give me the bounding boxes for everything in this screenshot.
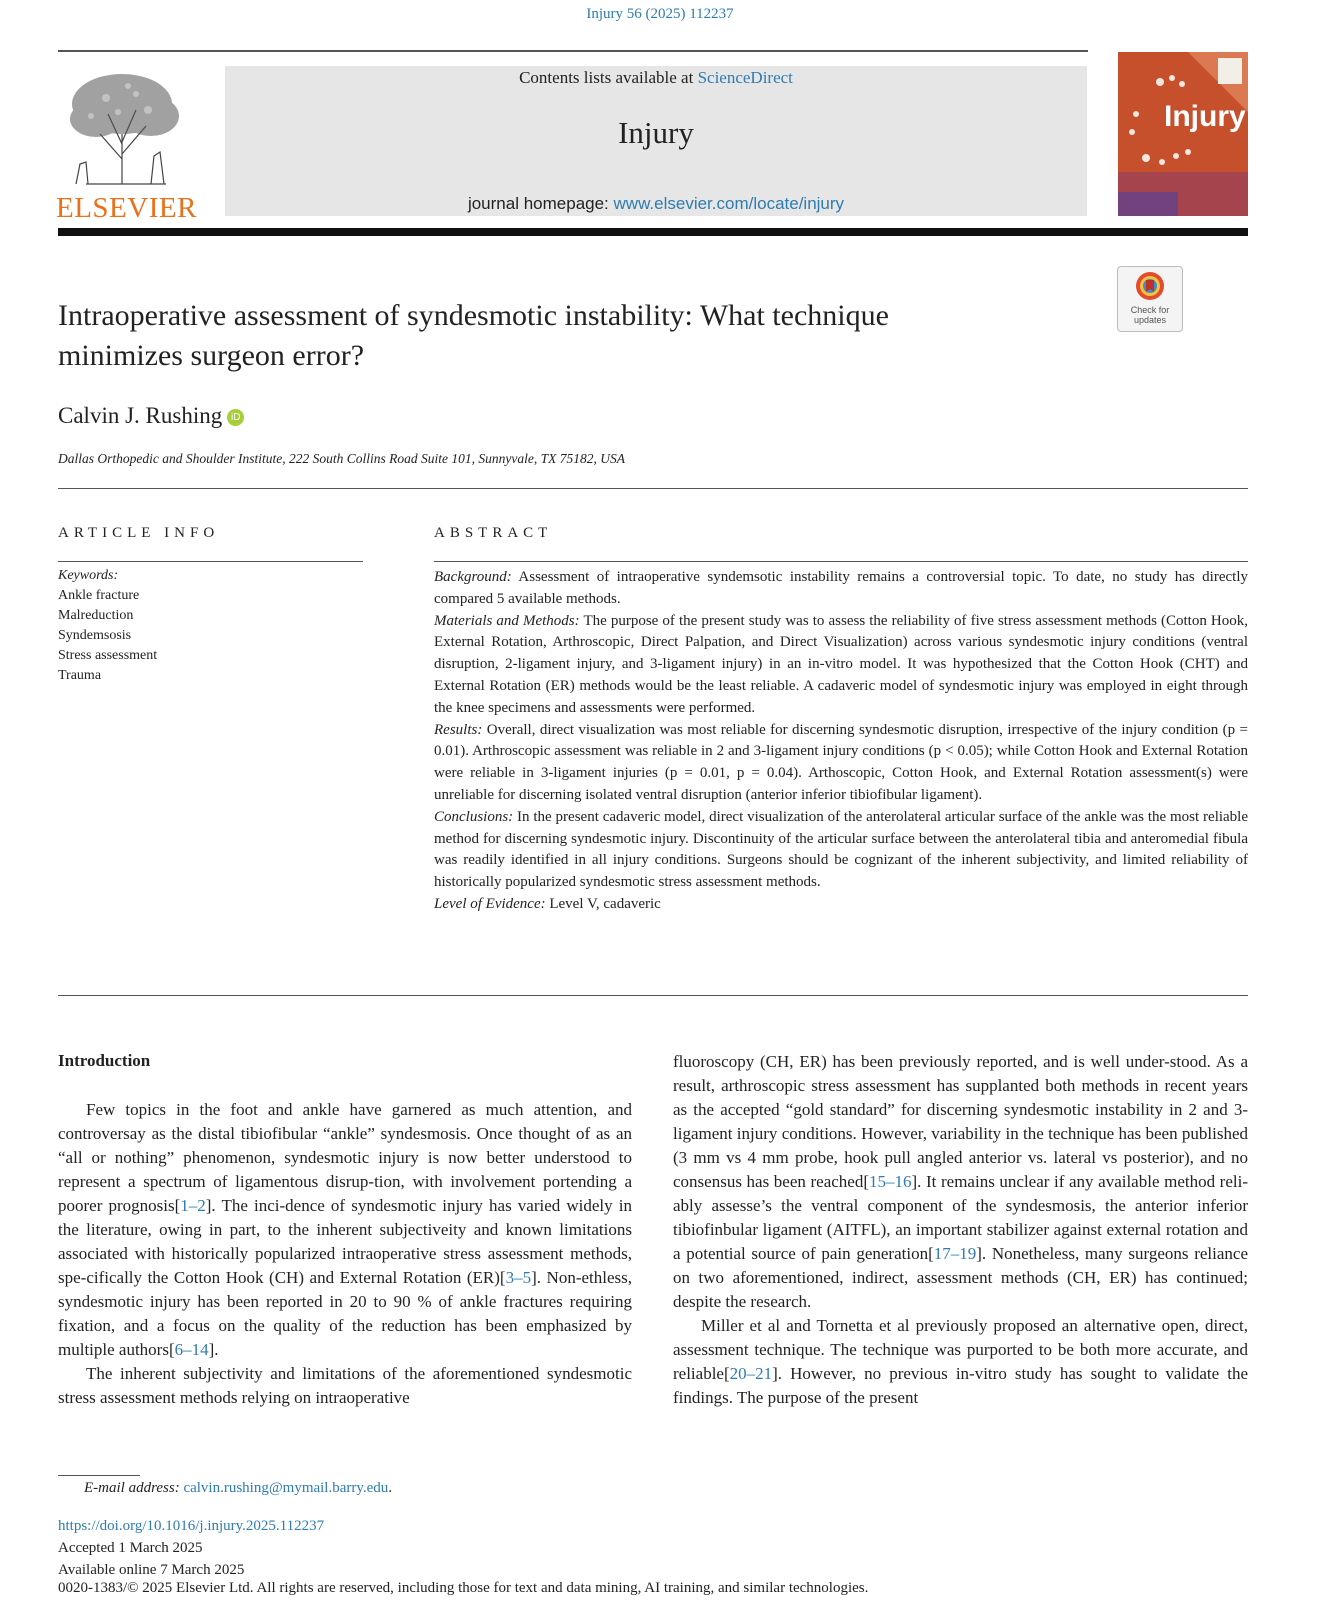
paper-title-line-1: Intraoperative assessment of syndesmotic instability: What technique: [58, 299, 889, 332]
journal-cover-image[interactable]: [1118, 52, 1248, 216]
citation-link[interactable]: 15–16: [869, 1172, 912, 1191]
abstract-label: Background:: [434, 569, 512, 585]
citation-link[interactable]: 6–14: [174, 1340, 209, 1359]
author-line: [58, 403, 244, 429]
orcid-icon[interactable]: iD: [227, 409, 244, 426]
masthead-rule: [58, 228, 1248, 236]
check-for-updates-label: Check for updates: [1130, 305, 1170, 325]
abstract-label: Level of Evidence:: [434, 895, 546, 912]
email-label: E-mail address:: [84, 1480, 180, 1496]
affiliation: Dallas Orthopedic and Shoulder Institute, 222 South Collins Road Suite 101, Sunnyvale, TX 75182, USA: [58, 451, 625, 466]
body-text: Few topics in the foot and ankle have garnered as much attention, and controversay as the distal tibiofibular “ankle” syndesmosis. Once thought of as an “all or nothing” phenomenon, syndesmotic injury is now better understood to represent a spectrum of ligamentous disrup-tion, with involvement portending a poorer prognosis[: [58, 1100, 632, 1215]
journal-name: Injury: [618, 115, 694, 150]
paper-title-line-2: minimizes surgeon error?: [58, 339, 365, 372]
journal-reference[interactable]: Injury 56 (2025) 112237: [586, 6, 734, 22]
paper-title: [58, 296, 1058, 376]
header-rule: [58, 50, 1088, 52]
citation-link[interactable]: 20–21: [729, 1364, 773, 1383]
doi-link[interactable]: https://doi.org/10.1016/j.injury.2025.112237: [58, 1518, 325, 1534]
divider: [58, 561, 363, 562]
abstract-text: Level V, cadaveric: [549, 895, 661, 912]
body-text: ]. Nonetheless, many surgeons reliance on two aforementioned, indirect, assessment methods (CH, ER) has continued; despite the research.: [673, 1244, 1248, 1311]
abstract-label: Materials and Methods:: [434, 612, 580, 629]
body-text: fluoroscopy (CH, ER) has been previously reported, and is well under-stood. As a result, arthroscopic stress assessment has supplanted both methods in recent years as the accepted “gold standard” for discerning syndesmotic instability in 2 and 3-ligament injury conditions. However, variability in the technique has been published (3 mm vs 4 mm probe, hook pull angled anterior vs. lateral vs posterior), and no consensus has been reached[: [673, 1052, 1248, 1191]
abstract-conclusions: [434, 807, 1248, 894]
email-suffix: .: [388, 1480, 393, 1496]
body-paragraph: [673, 1314, 1248, 1410]
cover-artwork: [1118, 52, 1248, 216]
body-text: ]. Non-ethless, syndesmotic injury has been reported in 20 to 90 % of ankle fractures requiring fixation, and a focus on the quality of the reduction has been emphasized by multiple authors[: [58, 1268, 632, 1359]
body-column-right: [673, 1050, 1248, 1410]
elsevier-wordmark: ELSEVIER: [56, 192, 197, 224]
abstract-label: Conclusions:: [434, 808, 514, 825]
contents-line: [225, 68, 1087, 88]
keyword-item: Ankle fracture: [58, 588, 140, 603]
email-link[interactable]: calvin.rushing@mymail.barry.edu: [183, 1480, 389, 1496]
abstract-text: In the present cadaveric model, direct visualization of the anterolateral articular surface of the ankle was the most reliable method for discerning syndesmotic injury. Discontinuity of the articular surface between the anterolateral tibia and anteromedial fibula was readily identified in all injury conditions. Surgeons should be cognizant of the inherent subjectivity, and limited reliability of historically popularized syndesmotic stress assessment methods.: [434, 808, 1249, 891]
keyword-item: Trauma: [58, 668, 102, 683]
footnote-rule: [58, 1475, 140, 1476]
body-text: ]. The inci-dence of syndesmotic injury has varied widely in the literature, owing in part, to the inherent subjectiveity and known limitations associated with historically popularized intraoperative stress assessment methods, spe-cifically the Cotton Hook (CH) and External Rotation (ER)[: [58, 1196, 632, 1287]
accepted-date: Accepted 1 March 2025: [58, 1540, 203, 1556]
introduction-heading: Introduction: [58, 1051, 151, 1070]
cover-title: Injury: [1164, 100, 1246, 133]
author-name[interactable]: Calvin J. Rushing: [58, 403, 223, 428]
divider: [58, 488, 1248, 489]
body-text: ]. It remains unclear if any available method reli-ably assesse’s the ventral component of the syndesmosis, the anterior inferior tibiofinbular ligament (AITFL), an important stabilizer against external rotation and a potential source of pain generation[: [673, 1172, 1249, 1263]
abstract-body: [434, 567, 1248, 916]
abstract-text: Assessment of intraoperative syndemsotic instability remains a controversial topic. To date, no study has directly compared 5 available methods.: [434, 569, 1248, 607]
keywords-title: Keywords:: [58, 568, 119, 583]
homepage-prefix: journal homepage:: [467, 194, 609, 213]
abstract-evidence: [434, 894, 1248, 916]
article-info-heading: ARTICLE INFO: [58, 525, 220, 541]
abstract-background: [434, 567, 1248, 611]
keyword-item: Syndemsosis: [58, 628, 132, 643]
keyword-item: Stress assessment: [58, 648, 158, 663]
check-for-updates-icon: [1134, 270, 1166, 302]
body-paragraph: [58, 1098, 632, 1362]
abstract-label: Results:: [434, 721, 483, 738]
abstract-methods: [434, 611, 1248, 720]
body-column-left: [58, 1098, 632, 1410]
divider: [58, 995, 1248, 996]
check-for-updates-button[interactable]: [1117, 266, 1183, 332]
citation-link[interactable]: 3–5: [505, 1268, 532, 1287]
body-paragraph: [58, 1362, 632, 1410]
available-online-date: Available online 7 March 2025: [58, 1562, 245, 1578]
abstract-text: Overall, direct visualization was most reliable for discerning syndesmotic disruption, irrespective of the injury condition (p = 0.01). Arthroscopic assessment was reliable in 2 and 3-ligament injury conditions (p < 0.05); while Cotton Hook and External Rotation were reliable in 3-ligament injuries (p = 0.01, p = 0.04). Arthoscopic, Cotton Hook, and External Rotation assessment(s) were unreliable for discerning isolated ventral disruption (anterior inferior tibiofibular ligament).: [434, 721, 1248, 803]
keywords-list: [58, 566, 157, 686]
abstract-results: [434, 720, 1248, 807]
abstract-text: The purpose of the present study was to assess the reliability of five stress assessment methods (Cotton Hook, External Rotation, Arthroscopic, Direct Palpation, and Direct Visualization) across various syndesmotic injury conditions (ventral disruption, 2-ligament injury, and 3-ligament injury) in an in-vitro model. It was hypothesized that the Cotton Hook (CHT) and External Rotation (ER) methods would be the least reliable. A cadaveric model of syndesmotic injury was employed in eight through the knee specimens and assessments were performed.: [434, 612, 1249, 716]
body-text: The inherent subjectivity and limitations of the aforementioned syndesmotic stress assessment methods relying on intraoperative: [58, 1364, 632, 1407]
sciencedirect-link[interactable]: ScienceDirect: [697, 68, 793, 87]
body-text: ]. However, no previous in-vitro study has sought to validate the findings. The purpose of the present: [673, 1364, 1248, 1407]
email-footnote: [84, 1480, 392, 1497]
keyword-item: Malreduction: [58, 608, 134, 623]
body-text: Miller et al and Tornetta et al previously proposed an alternative open, direct, assessment technique. The technique was purported to be both more accurate, and reliable[: [673, 1316, 1248, 1383]
contents-prefix: Contents lists available at: [519, 68, 694, 87]
homepage-line: [225, 194, 1087, 214]
body-paragraph: [673, 1050, 1248, 1314]
abstract-heading: ABSTRACT: [434, 525, 553, 541]
citation-link[interactable]: 1–2: [180, 1196, 206, 1215]
body-text: ].: [208, 1340, 219, 1359]
divider: [434, 561, 1248, 562]
citation-link[interactable]: 17–19: [933, 1244, 977, 1263]
copyright-notice: 0020-1383/© 2025 Elsevier Ltd. All rights are reserved, including those for text and data mining, AI training, and similar technologies.: [58, 1580, 869, 1596]
homepage-link[interactable]: www.elsevier.com/locate/injury: [613, 194, 845, 213]
